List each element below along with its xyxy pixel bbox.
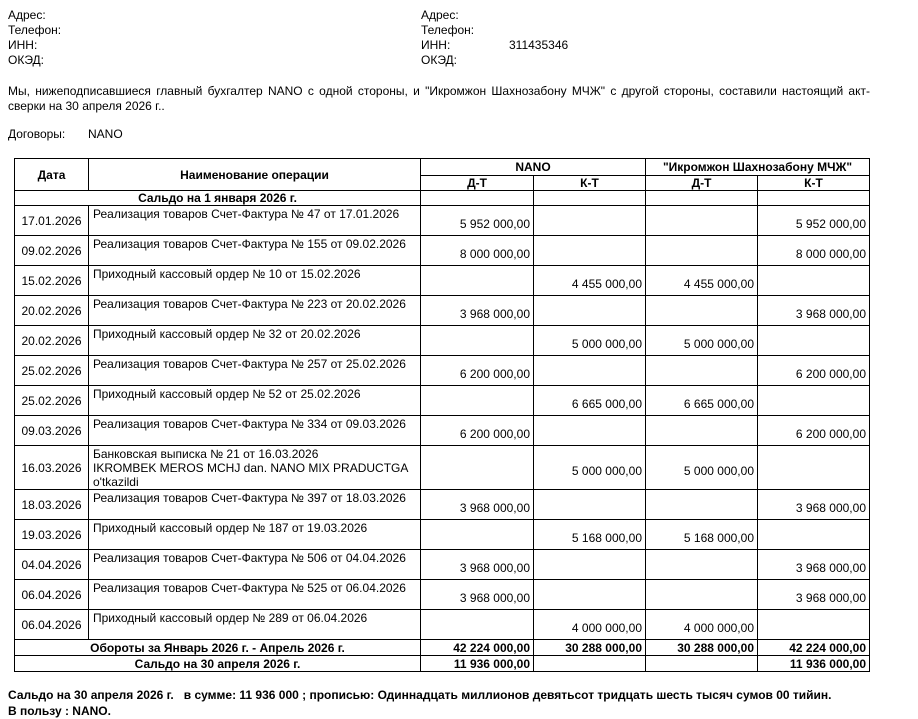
row-credit1 [534, 580, 646, 610]
contracts-line [8, 127, 918, 142]
row-operation-line1: Банковская выписка № 21 от 16.03.2026 [93, 447, 319, 461]
row-operation-line1: Приходный кассовый ордер № 32 от 20.02.2026 [93, 327, 361, 341]
inn-label: ИНН: [421, 38, 451, 52]
reconciliation-table [14, 158, 870, 672]
row-debit1 [421, 326, 534, 356]
row-operation-line1: Приходный кассовый ордер № 10 от 15.02.2026 [93, 267, 361, 281]
row-operation-line1: Реализация товаров Счет-Фактура № 525 от 06.04.2026 [93, 581, 406, 595]
row-operation-line1: Реализация товаров Счет-Фактура № 397 от 18.03.2026 [93, 491, 406, 505]
col-header-operation: Наименование операции [89, 159, 421, 191]
row-debit2 [646, 236, 758, 266]
row-debit1 [421, 610, 534, 640]
row-credit2: 3 968 000,00 [758, 550, 870, 580]
row-operation [89, 326, 421, 356]
oked-label: ОКЭД: [8, 53, 45, 67]
table-row [15, 580, 870, 610]
row-credit2: 3 968 000,00 [758, 296, 870, 326]
closing-kt2: 11 936 000,00 [758, 656, 870, 672]
closing-balance-summary: Сальдо на 30 апреля 2026 г. в сумме: 11 936 000 ; прописью: Одиннадцать миллионов девятьсот тридцать шесть тысяч сумов 00 тийин. [8, 688, 832, 702]
row-debit2: 6 665 000,00 [646, 386, 758, 416]
row-credit2 [758, 326, 870, 356]
row-operation-line1: Реализация товаров Счет-Фактура № 257 от 25.02.2026 [93, 357, 406, 371]
row-credit2 [758, 520, 870, 550]
row-debit1: 3 968 000,00 [421, 580, 534, 610]
col-header-credit2: К-Т [758, 176, 870, 191]
row-debit2 [646, 296, 758, 326]
row-credit2: 3 968 000,00 [758, 580, 870, 610]
row-date: 04.04.2026 [15, 550, 89, 580]
row-debit2: 4 455 000,00 [646, 266, 758, 296]
table-row [15, 206, 870, 236]
opening-dt1 [421, 191, 534, 206]
table-row [15, 520, 870, 550]
row-date: 09.03.2026 [15, 416, 89, 446]
row-date: 06.04.2026 [15, 610, 89, 640]
row-date: 15.02.2026 [15, 266, 89, 296]
col-header-debit1: Д-Т [421, 176, 534, 191]
table-row [15, 416, 870, 446]
row-operation-line1: Приходный кассовый ордер № 52 от 25.02.2026 [93, 387, 361, 401]
party-block-left [8, 8, 421, 68]
row-credit1: 5 000 000,00 [534, 446, 646, 490]
col-header-debit2: Д-Т [646, 176, 758, 191]
table-row [15, 550, 870, 580]
col-header-date: Дата [15, 159, 89, 191]
table-row [15, 296, 870, 326]
row-operation-line1: Реализация товаров Счет-Фактура № 47 от 17.01.2026 [93, 207, 400, 221]
phone-label: Телефон: [421, 23, 475, 37]
row-credit1: 4 455 000,00 [534, 266, 646, 296]
row-debit1: 3 968 000,00 [421, 550, 534, 580]
row-operation [89, 490, 421, 520]
row-debit1: 3 968 000,00 [421, 490, 534, 520]
opening-kt1 [534, 191, 646, 206]
row-operation [89, 206, 421, 236]
row-debit2: 5 000 000,00 [646, 446, 758, 490]
row-credit1 [534, 356, 646, 386]
row-credit1 [534, 550, 646, 580]
row-credit2 [758, 386, 870, 416]
turnover-dt2: 30 288 000,00 [646, 640, 758, 656]
closing-balance-label: Сальдо на 30 апреля 2026 г. [15, 656, 421, 672]
turnover-label: Обороты за Январь 2026 г. - Апрель 2026 г. [15, 640, 421, 656]
closing-dt2 [646, 656, 758, 672]
row-debit2 [646, 490, 758, 520]
row-credit2: 5 952 000,00 [758, 206, 870, 236]
intro-paragraph: Мы, нижеподписавшиеся главный бухгалтер NANO с одной стороны, и "Икромжон Шахнозабону МЧЖ" с другой стороны, составили настоящий акт-сверки на 30 апреля 2026 г.. [8, 84, 870, 113]
row-operation [89, 610, 421, 640]
row-debit2 [646, 206, 758, 236]
col-header-party1: NANO [421, 159, 646, 176]
inn-value: 311435346 [509, 38, 569, 52]
row-debit1 [421, 446, 534, 490]
row-date: 09.02.2026 [15, 236, 89, 266]
row-debit2: 5 168 000,00 [646, 520, 758, 550]
row-credit1: 6 665 000,00 [534, 386, 646, 416]
row-credit1 [534, 206, 646, 236]
table-row [15, 490, 870, 520]
row-operation-line1: Реализация товаров Счет-Фактура № 155 от 09.02.2026 [93, 237, 406, 251]
row-operation-line2: IKROMBEK MEROS MCHJ dan. NANO MIX PRADUCTGA o'tkazildi [93, 461, 408, 489]
row-debit1 [421, 386, 534, 416]
row-debit2 [646, 580, 758, 610]
row-operation-line1: Приходный кассовый ордер № 289 от 06.04.2026 [93, 611, 368, 625]
row-debit2 [646, 550, 758, 580]
row-operation [89, 520, 421, 550]
closing-kt1 [534, 656, 646, 672]
row-debit1 [421, 520, 534, 550]
row-operation-line1: Реализация товаров Счет-Фактура № 506 от 04.04.2026 [93, 551, 406, 565]
row-date: 06.04.2026 [15, 580, 89, 610]
row-operation [89, 356, 421, 386]
row-date: 20.02.2026 [15, 296, 89, 326]
row-credit1: 4 000 000,00 [534, 610, 646, 640]
row-operation [89, 446, 421, 490]
oked-label: ОКЭД: [421, 53, 458, 67]
table-row [15, 266, 870, 296]
row-credit1 [534, 236, 646, 266]
row-credit2: 3 968 000,00 [758, 490, 870, 520]
contracts-value: NANO [88, 127, 123, 141]
table-row [15, 236, 870, 266]
row-credit2 [758, 610, 870, 640]
opening-kt2 [758, 191, 870, 206]
row-credit1 [534, 416, 646, 446]
row-credit2: 6 200 000,00 [758, 356, 870, 386]
row-debit1: 5 952 000,00 [421, 206, 534, 236]
row-operation [89, 550, 421, 580]
opening-dt2 [646, 191, 758, 206]
turnover-dt1: 42 224 000,00 [421, 640, 534, 656]
opening-balance-label: Сальдо на 1 января 2026 г. [15, 191, 421, 206]
address-label: Адрес: [421, 8, 459, 22]
row-operation [89, 580, 421, 610]
row-debit1 [421, 266, 534, 296]
row-operation [89, 236, 421, 266]
row-operation-line1: Реализация товаров Счет-Фактура № 334 от 09.03.2026 [93, 417, 406, 431]
row-date: 19.03.2026 [15, 520, 89, 550]
table-row [15, 326, 870, 356]
row-operation [89, 296, 421, 326]
row-operation [89, 416, 421, 446]
row-debit2: 5 000 000,00 [646, 326, 758, 356]
row-date: 20.02.2026 [15, 326, 89, 356]
row-credit1: 5 000 000,00 [534, 326, 646, 356]
row-operation-line1: Приходный кассовый ордер № 187 от 19.03.2026 [93, 521, 368, 535]
row-debit2: 4 000 000,00 [646, 610, 758, 640]
address-label: Адрес: [8, 8, 46, 22]
row-debit2 [646, 416, 758, 446]
turnover-kt1: 30 288 000,00 [534, 640, 646, 656]
row-debit1: 3 968 000,00 [421, 296, 534, 326]
contracts-label: Договоры: [8, 127, 66, 141]
row-debit1: 8 000 000,00 [421, 236, 534, 266]
row-debit1: 6 200 000,00 [421, 416, 534, 446]
row-operation-line1: Реализация товаров Счет-Фактура № 223 от 20.02.2026 [93, 297, 406, 311]
row-date: 25.02.2026 [15, 356, 89, 386]
row-credit2: 6 200 000,00 [758, 416, 870, 446]
turnover-kt2: 42 224 000,00 [758, 640, 870, 656]
inn-label: ИНН: [8, 38, 38, 52]
phone-label: Телефон: [8, 23, 62, 37]
row-operation [89, 386, 421, 416]
row-operation [89, 266, 421, 296]
col-header-credit1: К-Т [534, 176, 646, 191]
row-date: 18.03.2026 [15, 490, 89, 520]
row-date: 17.01.2026 [15, 206, 89, 236]
row-debit2 [646, 356, 758, 386]
col-header-party2: "Икромжон Шахнозабону МЧЖ" [646, 159, 870, 176]
row-debit1: 6 200 000,00 [421, 356, 534, 386]
table-row [15, 446, 870, 490]
party-block-right [421, 8, 834, 68]
in-favor-line: В пользу : NANO. [8, 704, 111, 718]
table-row [15, 610, 870, 640]
row-date: 25.02.2026 [15, 386, 89, 416]
row-credit2 [758, 266, 870, 296]
row-credit1: 5 168 000,00 [534, 520, 646, 550]
party-blocks [8, 8, 918, 68]
row-credit2: 8 000 000,00 [758, 236, 870, 266]
row-credit2 [758, 446, 870, 490]
closing-dt1: 11 936 000,00 [421, 656, 534, 672]
table-row [15, 386, 870, 416]
row-credit1 [534, 490, 646, 520]
row-credit1 [534, 296, 646, 326]
table-row [15, 356, 870, 386]
row-date: 16.03.2026 [15, 446, 89, 490]
